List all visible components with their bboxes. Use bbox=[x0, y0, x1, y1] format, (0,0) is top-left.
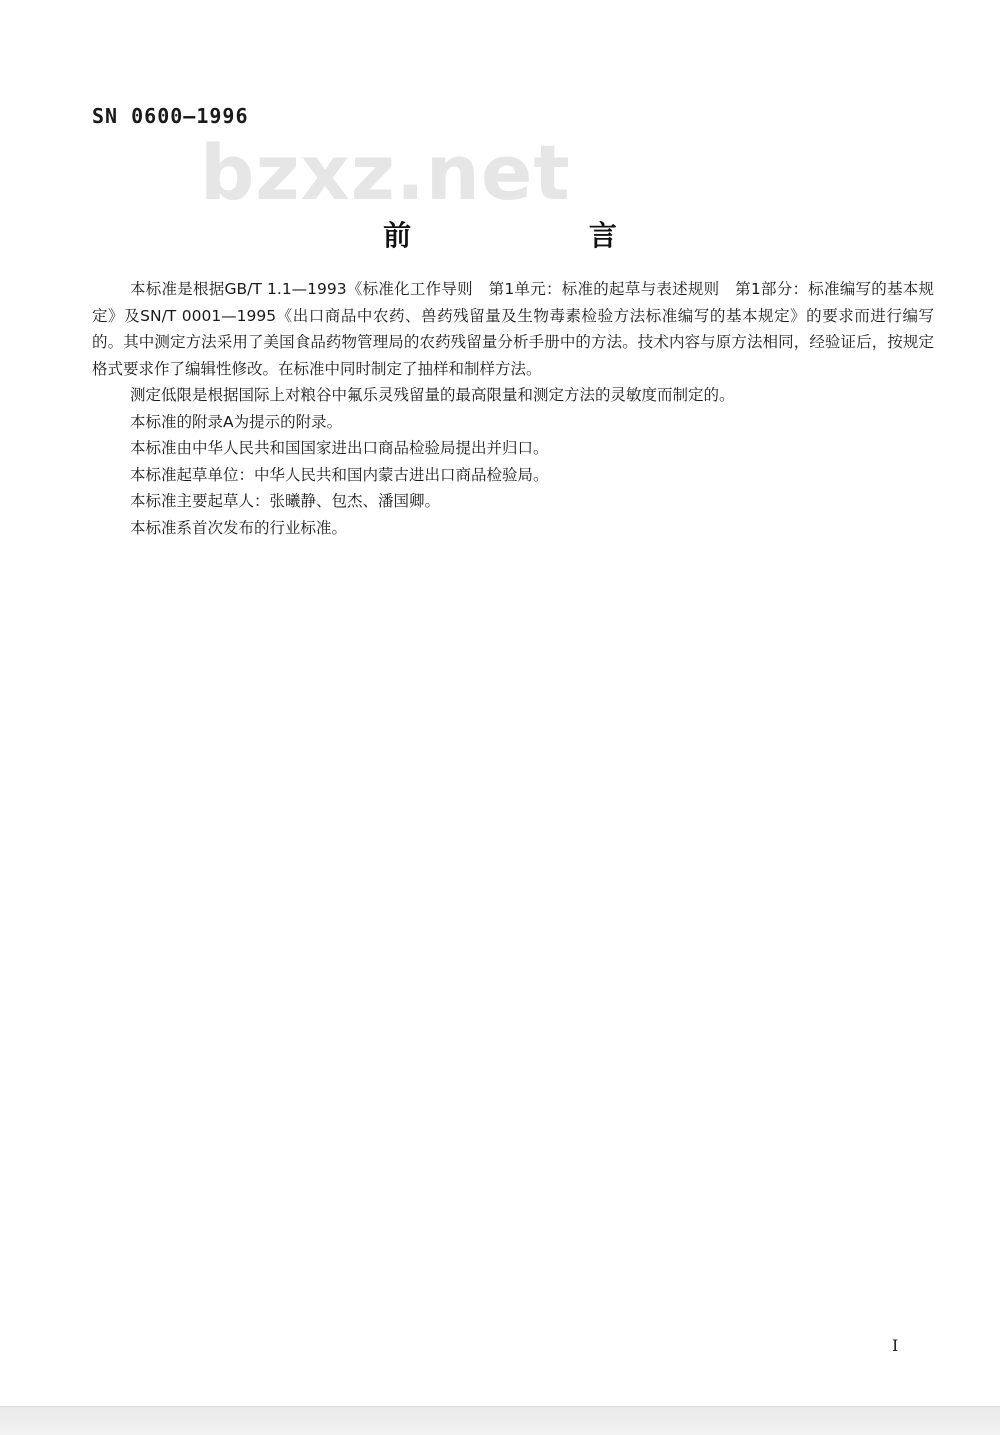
paragraph: 本标准主要起草人：张曦静、包杰、潘国卿。 bbox=[130, 492, 441, 510]
page-number: I bbox=[892, 1336, 899, 1355]
paragraph: 本标准的附录A为提示的附录。 bbox=[130, 412, 343, 431]
paragraph: 测定低限是根据国际上对粮谷中氟乐灵残留量的最高限量和测定方法的灵敏度而制定的。 bbox=[130, 386, 735, 404]
viewer-bottom-bar bbox=[0, 1406, 1000, 1435]
paragraph: 本标准由中华人民共和国国家进出口商品检验局提出并归口。 bbox=[130, 439, 549, 457]
paragraph: 本标准起草单位：中华人民共和国内蒙古进出口商品检验局。 bbox=[130, 465, 549, 484]
standard-number: SN 0600—1996 bbox=[92, 104, 249, 128]
foreword-body bbox=[92, 276, 934, 541]
paragraph: 本标准是根据GB/T 1.1—1993《标准化工作导则 第1单元：标准的起草与表述规则 第1部分：标准编写的基本规定》及SN/T 0001—1995《出口商品中农药、兽药残留量及生物毒素检验方法标准编写的基本规定》的要求而进行编写的。其中测定方法采用了美国食品药物管理局的农药残留量分析手册中的方法。技术内容与原方法相同，经验证后，按规定格式要求作了编辑性修改。在标准中同时制定了抽样和制样方法。 bbox=[92, 280, 934, 378]
watermark: bzxz.net bbox=[200, 128, 571, 217]
paragraph: 本标准系首次发布的行业标准。 bbox=[130, 518, 348, 537]
page-title: 前 言 bbox=[383, 219, 701, 252]
